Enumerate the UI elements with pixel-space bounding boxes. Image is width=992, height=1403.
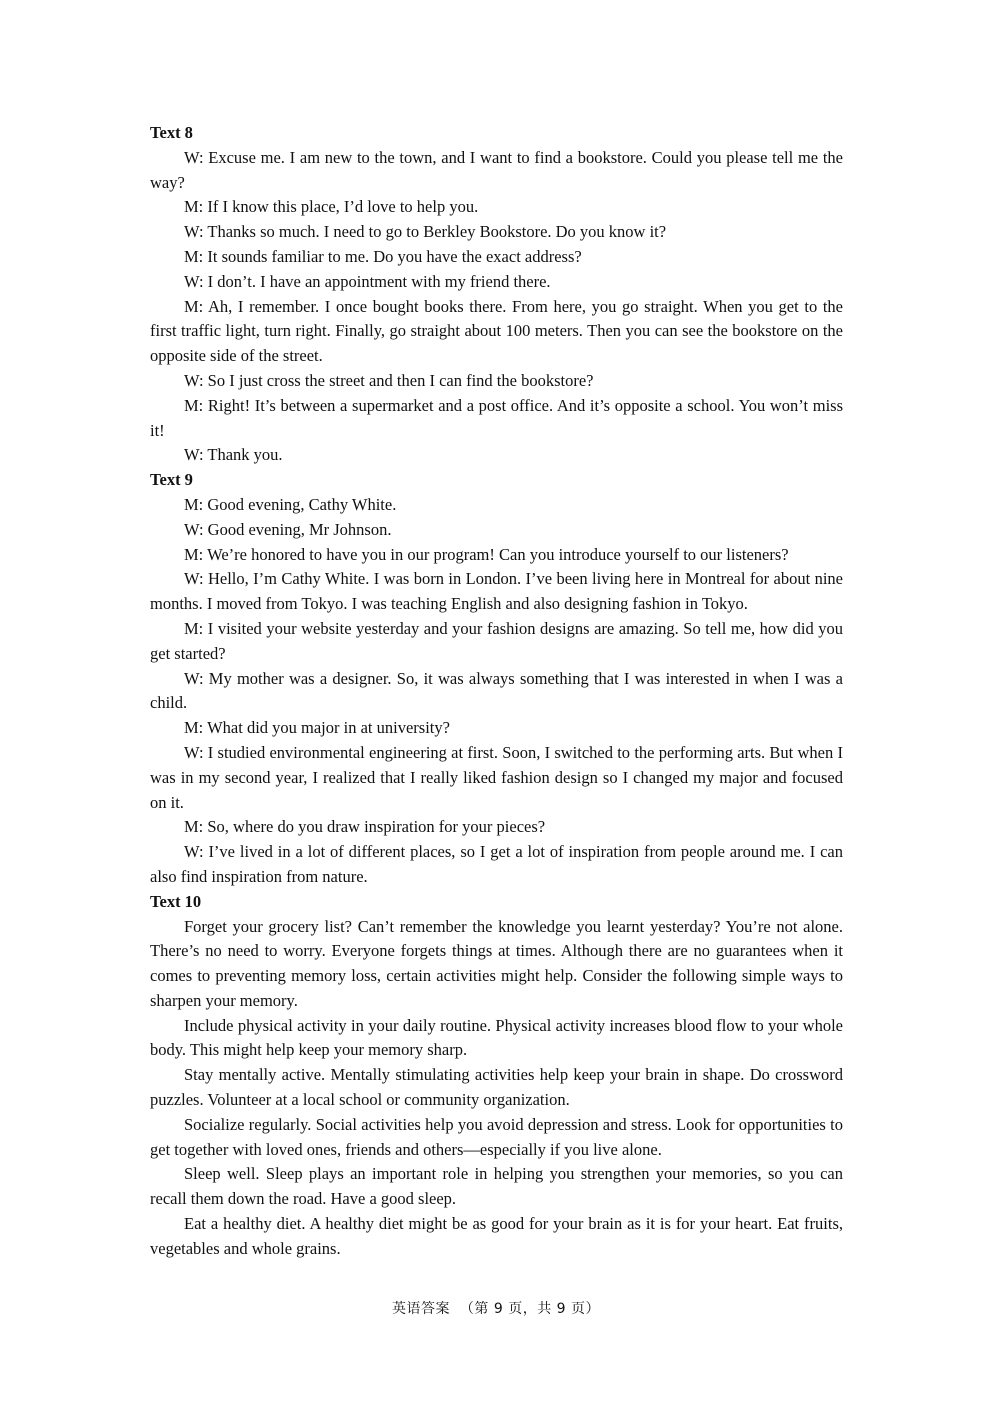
section-heading: Text 10: [150, 891, 202, 911]
dialogue-line: W: Thanks so much. I need to go to Berkley Bookstore. Do you know it?: [184, 222, 667, 242]
text-9-section: [150, 468, 843, 890]
dialogue-line: M: Good evening, Cathy White.: [184, 494, 397, 514]
page-content: [150, 121, 843, 1262]
dialogue-line: W: Hello, I’m Cathy White. I was born in London. I’ve been living here in Montreal for about nine months. I moved from Tokyo. I was teaching English and also designing fashion in Tokyo.: [150, 569, 843, 614]
dialogue-line: M: We’re honored to have you in our program! Can you introduce yourself to our listeners?: [184, 544, 789, 564]
passage-paragraph: Forget your grocery list? Can’t remember the knowledge you learnt yesterday? You’re not alone. There’s no need to worry. Everyone forgets things at times. Although there are no guarantees when it comes to preventing memory loss, certain activities might help. Consider the following simple ways to sharpen your memory.: [150, 916, 843, 1010]
dialogue-line: M: So, where do you draw inspiration for your pieces?: [184, 817, 546, 837]
text-8-section: [150, 121, 843, 468]
passage-paragraph: Eat a healthy diet. A healthy diet might be as good for your brain as it is for your heart. Eat fruits, vegetables and whole grains.: [150, 1214, 843, 1258]
dialogue-line: W: I’ve lived in a lot of different places, so I get a lot of inspiration from people around me. I can also find inspiration from nature.: [150, 842, 843, 886]
section-heading: Text 9: [150, 470, 193, 490]
dialogue-line: W: Thank you.: [184, 445, 283, 465]
dialogue-line: W: I studied environmental engineering at first. Soon, I switched to the performing arts. But when I was in my second year, I realized that I really liked fashion design so I changed my major and focused on it.: [150, 742, 843, 812]
passage-paragraph: Socialize regularly. Social activities help you avoid depression and stress. Look for opportunities to get together with loved ones, friends and others—especially if you live alone.: [150, 1114, 843, 1159]
dialogue-line: W: I don’t. I have an appointment with my friend there.: [184, 271, 551, 291]
dialogue-line: M: I visited your website yesterday and your fashion designs are amazing. So tell me, how did you get started?: [150, 618, 843, 663]
dialogue-line: M: Ah, I remember. I once bought books there. From here, you go straight. When you get to the first traffic light, turn right. Finally, go straight about 100 meters. Then you can see the bookstore on the opposite side of the street.: [150, 296, 843, 366]
text-10-section: [150, 890, 843, 1262]
passage-paragraph: Include physical activity in your daily routine. Physical activity increases blood flow to your whole body. This might help keep your memory sharp.: [150, 1015, 843, 1060]
passage-paragraph: Sleep well. Sleep plays an important role in helping you strengthen your memories, so you can recall them down the road. Have a good sleep.: [150, 1164, 843, 1209]
dialogue-line: M: Right! It’s between a supermarket and a post office. And it’s opposite a school. You won’t miss it!: [150, 395, 843, 440]
passage-paragraph: Stay mentally active. Mentally stimulating activities help keep your brain in shape. Do crossword puzzles. Volunteer at a local school or community organization.: [150, 1065, 843, 1110]
page-footer: 英语答案 （第 9 页，共 9 页）: [391, 1301, 600, 1317]
dialogue-line: W: Excuse me. I am new to the town, and I want to find a bookstore. Could you please tell me the way?: [150, 147, 843, 192]
dialogue-line: M: It sounds familiar to me. Do you have the exact address?: [184, 246, 582, 266]
dialogue-line: M: What did you major in at university?: [184, 718, 450, 738]
dialogue-line: W: My mother was a designer. So, it was always something that I was interested in when I was a child.: [150, 668, 843, 713]
dialogue-line: W: Good evening, Mr Johnson.: [184, 519, 392, 539]
section-heading: Text 8: [150, 123, 193, 142]
dialogue-line: M: If I know this place, I’d love to help you.: [184, 197, 479, 217]
dialogue-line: W: So I just cross the street and then I can find the bookstore?: [184, 370, 594, 390]
